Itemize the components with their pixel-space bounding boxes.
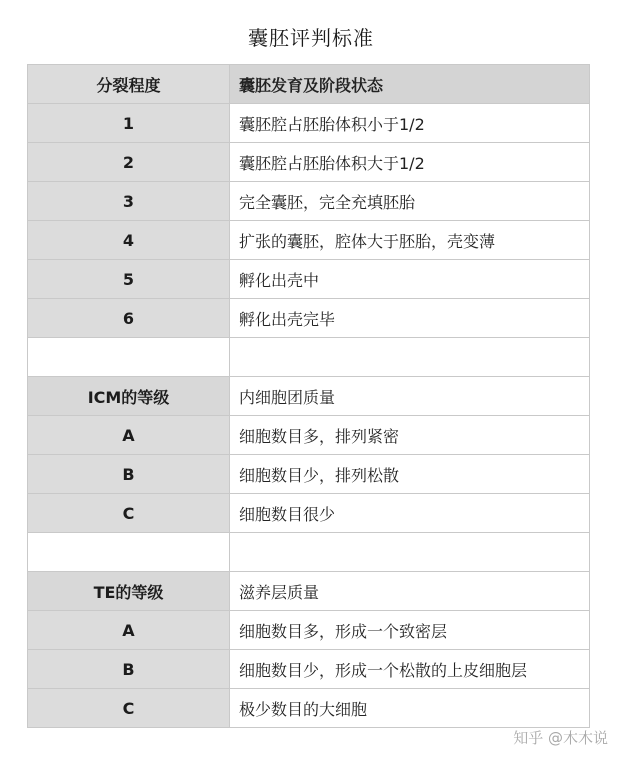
table-row: [28, 260, 590, 299]
description-cell: 囊胚腔占胚胎体积小于1/2: [230, 104, 590, 143]
description-cell: 极少数目的大细胞: [230, 689, 590, 728]
grade-cell: 3: [28, 182, 230, 221]
table-row: [28, 455, 590, 494]
grade-cell: C: [28, 494, 230, 533]
description-cell: 细胞数目少，排列松散: [230, 455, 590, 494]
header-development-status: 囊胚发育及阶段状态: [230, 65, 590, 104]
header-expansion-degree: 分裂程度: [28, 65, 230, 104]
table-row: [28, 650, 590, 689]
table-row: [28, 494, 590, 533]
spacer-row: [28, 338, 590, 377]
description-cell: 扩张的囊胚，腔体大于胚胎，壳变薄: [230, 221, 590, 260]
watermark: 知乎 @木木说: [513, 729, 608, 747]
icm-grade-heading: ICM的等级: [28, 377, 230, 416]
spacer-row: [28, 533, 590, 572]
table-row: [28, 221, 590, 260]
table-row: [28, 611, 590, 650]
icm-quality-heading: 内细胞团质量: [230, 377, 590, 416]
description-cell: 细胞数目少，形成一个松散的上皮细胞层: [230, 650, 590, 689]
grade-cell: C: [28, 689, 230, 728]
description-cell: 细胞数目多，排列紧密: [230, 416, 590, 455]
blastocyst-grading-table: [27, 64, 590, 728]
table-row: [28, 299, 590, 338]
grade-cell: 5: [28, 260, 230, 299]
empty-cell: [28, 338, 230, 377]
icm-section-header: [28, 377, 590, 416]
table-row: [28, 104, 590, 143]
grade-cell: 6: [28, 299, 230, 338]
empty-cell: [28, 533, 230, 572]
page-title: 囊胚评判标准: [248, 26, 374, 50]
description-cell: 囊胚腔占胚胎体积大于1/2: [230, 143, 590, 182]
description-cell: 完全囊胚，完全充填胚胎: [230, 182, 590, 221]
description-cell: 孵化出壳完毕: [230, 299, 590, 338]
table-row: [28, 416, 590, 455]
description-cell: 孵化出壳中: [230, 260, 590, 299]
table-row: [28, 689, 590, 728]
table-row: [28, 143, 590, 182]
grade-cell: 1: [28, 104, 230, 143]
grade-cell: B: [28, 650, 230, 689]
te-section-header: [28, 572, 590, 611]
description-cell: 细胞数目很少: [230, 494, 590, 533]
empty-cell: [230, 533, 590, 572]
table-header-row: [28, 65, 590, 104]
empty-cell: [230, 338, 590, 377]
te-quality-heading: 滋养层质量: [230, 572, 590, 611]
table-row: [28, 182, 590, 221]
grade-cell: A: [28, 611, 230, 650]
grade-cell: 4: [28, 221, 230, 260]
description-cell: 细胞数目多，形成一个致密层: [230, 611, 590, 650]
grade-cell: 2: [28, 143, 230, 182]
te-grade-heading: TE的等级: [28, 572, 230, 611]
grade-cell: B: [28, 455, 230, 494]
grade-cell: A: [28, 416, 230, 455]
